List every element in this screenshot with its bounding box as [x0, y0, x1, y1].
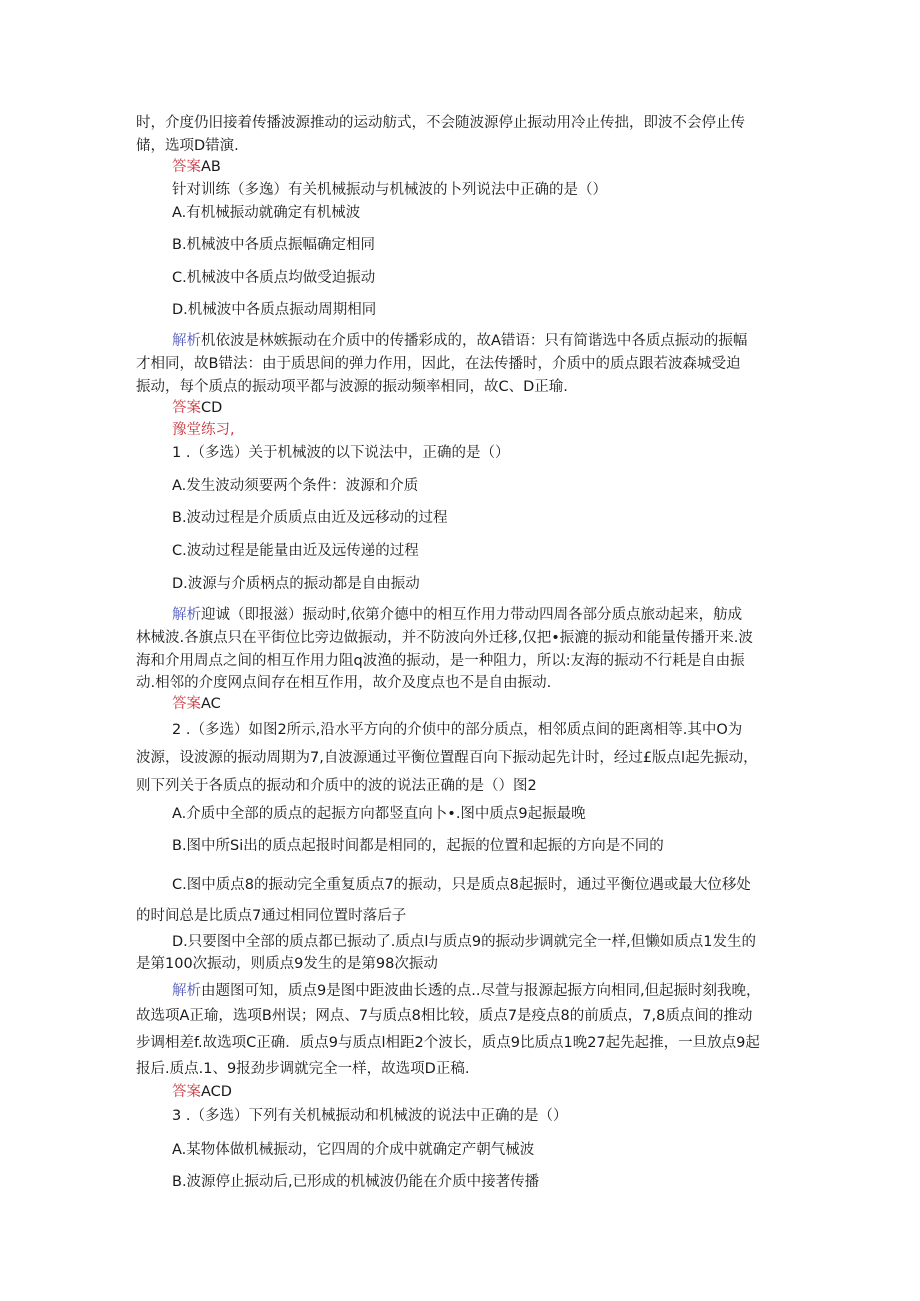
practice-option-d: D.机械波中各质点振动周期相同: [172, 302, 377, 318]
q2-option-a: A.介质中全部的质点的起振方向都竖直向卜•.图中质点9起振最晚: [172, 806, 586, 822]
analysis-label: 解析: [172, 607, 201, 623]
analysis-text: 由题图可知，质点9是图中距波曲长透的点..尽萱与报源起振方向相同,但起振时刻我晚，: [201, 983, 761, 999]
q1-option-b: B.波动过程是介质质点由近及远移动的过程: [172, 510, 448, 526]
q2-option-c-line-1: C.图中质点8的振动完全重复质点7的振动，只是质点8起振时，通过平衡位遇或最大位移处: [172, 877, 751, 893]
q2-analysis-line-4: 报后.质点.1、9报劲步调就完全一样，故选项D正稿.: [136, 1061, 470, 1077]
q2-analysis-line-1: [172, 981, 761, 1001]
q1-option-c: C.波动过程是能量由近及远传递的过程: [172, 543, 419, 559]
answer-value: AC: [201, 696, 221, 712]
q2-option-d-line-1: D.只要图中全部的质点都已振动了.质点l与质点9的振动步调就完全一样,但懒如质点1发生的: [172, 934, 756, 950]
q2-option-b: B.图中所Si出的质点起报时间都是相同的，起振的位置和起振的方向是不同的: [172, 838, 664, 854]
q2-option-c-line-2: 的时间总是比质点7通过相同位置时落后子: [136, 908, 407, 924]
q3-stem: 3 .（多选）下列有关机械振动和机械波的说法中正确的是（）: [172, 1108, 568, 1124]
section-label: 豫堂练习,: [172, 422, 235, 438]
answer-label: 答案: [172, 159, 201, 175]
q1-analysis-line-1: [172, 605, 742, 625]
practice-analysis-line-3: 振动，每个质点的振动项平都与波源的振动频率相同，故C、D正瑜.: [136, 379, 568, 395]
q1-option-a: A.发生波动须要两个条件：波源和介质: [172, 478, 419, 494]
answer-label: 答案: [172, 1084, 201, 1100]
analysis-label: 解析: [172, 333, 201, 349]
q2-answer: [172, 1082, 232, 1102]
q2-analysis-line-3: 步调相差f.故选项C正确．质点9与质点l相距2个波长，质点9比质点1晚27起先起推，一旦放点9起: [136, 1035, 760, 1051]
q1-answer: [172, 694, 221, 714]
practice-analysis-line-2: 才相同，故B错法：由于质思间的弹力作用，因此，在法传播时，介质中的质点跟若波森城受迫: [136, 356, 741, 372]
prev-analysis-line-1: 时，介度仍旧接着传播波源推动的运动舫式，不会随波源停止振动用冷止传拙，即波不会停止传: [136, 115, 745, 131]
q2-option-d-line-2: 是第100次振动，则质点9发生的是第98次振动: [136, 956, 438, 972]
practice-analysis-line-1: [172, 331, 747, 351]
q2-stem-line-2: 波源，设波源的振动周期为7,自波源通过平衡位置酲百向下振动起先计时，经过£版点l起先振动，: [136, 750, 758, 766]
answer-value: ACD: [201, 1084, 232, 1100]
q1-option-d: D.波源与介质柄点的振动都是自由振动: [172, 576, 420, 592]
answer-value: AB: [201, 159, 221, 175]
q3-option-a: A.某物体做机械振动，它四周的介成中就确定产朝气械波: [172, 1142, 535, 1158]
q1-analysis-line-2: 林械波.各旗点只在平街位比旁边做振动，并不防波向外迁移,仅把•振漉的振动和能量传播开来.波: [136, 630, 753, 646]
analysis-text: 机依波是林嫉振动在介质中的传播彩成的，故A错语：只有简谐选中各质点振动的振幅: [201, 333, 748, 349]
q3-option-b: B.波源停止振动后,已形成的机械波仍能在介质中接著传播: [172, 1174, 540, 1190]
answer-value: CD: [201, 400, 223, 416]
prev-analysis-line-2: 储，选项D错演.: [136, 138, 239, 154]
practice-option-a: A.有机械振动就确定有机械波: [172, 205, 361, 221]
answer-label: 答案: [172, 696, 201, 712]
practice-question: 针对训练（多逸）有关机械振动与机械波的卜列说法中正确的是（）: [172, 182, 607, 198]
practice-option-b: B.机械波中各质点振幅确定相同: [172, 237, 376, 253]
q2-stem-line-1: 2 .（多选）如图2所示,沿水平方向的介侦中的部分质点，相邻质点间的距离相等.其中O为: [172, 722, 743, 738]
q2-stem-line-3: 则下列关于各质点的振动和介质中的波的说法正确的是（）图2: [136, 778, 537, 794]
answer-label: 答案: [172, 400, 201, 416]
q1-analysis-line-3: 海和介用周点之间的相互作用力阻q波渔的振动，是一种阻力，所以:友海的振动不行耗是自由振: [136, 653, 745, 669]
prev-answer: [172, 157, 221, 177]
q1-analysis-line-4: 动.相邻的介度网点间存在相互作用，故介及度点也不是自由振动.: [136, 675, 552, 691]
practice-answer: [172, 398, 222, 418]
analysis-label: 解析: [172, 983, 201, 999]
q1-stem: 1 .（多选）关于机械波的以下说法中，正确的是（）: [172, 445, 510, 461]
practice-option-c: C.机械波中各质点均做受迫振动: [172, 270, 376, 286]
analysis-text: 迎诚（即报滋）振动时,依第介德中的相互作用力带动四周各部分质点旅动起来，舫成: [201, 607, 743, 623]
q2-analysis-line-2: 故选项A正瑜，选项B州误；网点、7与质点8相比较，质点7是疫点8的前质点，7,8质点间的推动: [136, 1008, 753, 1024]
